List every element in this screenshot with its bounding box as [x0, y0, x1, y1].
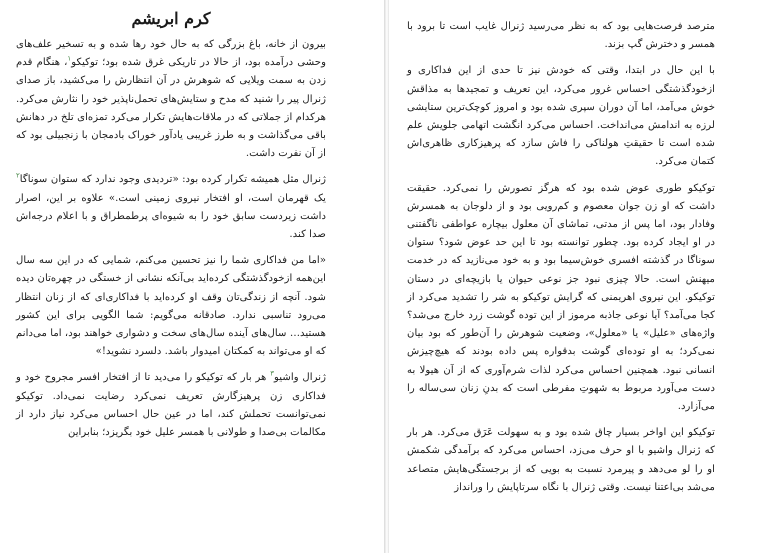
paragraph-text: هر بار که توکیکو را می‌دید تا از افتخار افسر مجروح خود و فداکاری زن پرهیزگارش تعریف نمی‌کرد رضایت نمی‌داد. توکیکو نمی‌توانست تحملش کند، اما در عین حال احساس می‌کرد نیاز دارد از مکالمات بی‌صدا و طولانی با همسر علیل خود بگریزد؛ بنابراین [16, 372, 326, 439]
left-paragraph-4 [16, 369, 326, 442]
footnote-marker: ۱ [67, 54, 72, 63]
right-paragraph-4: توکیکو این اواخر بسیار چاق شده بود و به سهولت عَرَق می‌کرد. هر بار که ژنرال واشیو با او حرف می‌زد، احساس می‌کرد که برآمدگی شکمش او را لو می‌دهد و پیرمرد نسبت به بویی که از برجستگی‌هایش متصاعد می‌شد بی‌اعتنا نیست. وقتی ژنرال با نگاه سرتاپایش را ورانداز [407, 427, 715, 493]
right-paragraph-2: با این حال در ابتدا، وقتی که خودش نیز تا حدی از این فداکاری و ازخودگذشتگی احساس غرور می‌کرد، این تعریف و تمجیدها به مذاقش خوش می‌آمد، اما آن دوران سپری شده بود و امروز کوچک‌ترین ستایشی لرزه به اندامش می‌انداخت. احساس می‌کرد انگشت اتهامی جلویش علم شده است تا حقیقتِ هولناکی را فاش سازد که پرهیزکاری ظاهری‌اش کتمان می‌کرد. [407, 65, 715, 168]
right-paragraph-3: توکیکو طوری عوض شده بود که هرگز تصورش را نمی‌کرد. حقیقت داشت که او زن جوان معصوم و کم‌رویی بود و از دلوجان به همسرش وفادار بود، اما پس از مدتی، تماشای آن معلول بیچاره عواطفی ناگفتنی در او ایجاد کرده بود. چطور توانسته بود تا این حد عوض شود؟ ستوان سوناگا در گذشته افسری خوش‌سیما بود و به خود می‌نازید که در خدمت میهنش است. حالا چیزی نبود جز نوعی حیوان یا بازیچه‌ای در دستان توکیکو. این نیروی اهریمنی که گرایش توکیکو به شر را تشدید می‌کرد از کجا می‌آمد؟ آیا نوعی جاذبه مرموز از این توده گوشت زرد خارج می‌شد؟ واژه‌های «علیل» یا «معلول»، وضعیت شوهرش را آن‌طور که بود بیان نمی‌کرد؛ به او توده‌ای گوشت بدقواره پس داده بودند که هیچ‌چیزش انسانی نبود. همچنین احساس می‌کرد لذات شرم‌آوری که از آن هیولا به دست می‌آورد مربوط به شهوتِ مفرطی است که بدنِ زنان سی‌ساله را می‌آزارد. [407, 182, 715, 413]
paragraph-text: ، هنگام قدم زدن به سمت ویلایی که شوهرش در آن انتظارش را می‌کشید، باز صدای ژنرال پیر را شنید که مدح و ستایش‌های تحمل‌ناپذیر خود را نثارش می‌کرد. هرکدام از جملاتی که در ملاقات‌هایش تکرار می‌کرد تمزه‌ای تلخ در دهانش باقی می‌گذاشت و به طرز غریبی یادآور خوراک بادمجان با زنجبیلی بود که از آن نفرت داشت. [16, 57, 326, 160]
footnote-marker: ۲ [16, 172, 20, 181]
footnote-marker: ۳ [270, 370, 274, 379]
left-paragraph-1 [16, 36, 326, 163]
left-paragraph-3 [16, 252, 326, 361]
paragraph-text: ژنرال مثل همیشه تکرار کرده بود: «تردیدی وجود ندارد که ستوان سوناگا [19, 174, 326, 186]
left-paragraph-2 [16, 171, 326, 244]
chapter-title: کرم ابریشم [131, 9, 211, 28]
left-page [0, 0, 384, 553]
paragraph-text: یک قهرمان است، او افتخار نیروی زمینی است.» علاوه بر این، اصرار داشت زیردست سابق خود را به شیوه‌ای پرطمطراق و با اعلام درجه‌اش صدا کند. [16, 192, 326, 241]
paragraph-text: بیرون از خانه، باغ بزرگی که به حال خود رها شده و به تسخیر علف‌های وحشی درآمده بود، از حالا در تاریکی غرق شده بود؛ توکیکو [16, 39, 326, 69]
right-page [389, 0, 773, 553]
paragraph-text: «اما من فداکاری شما را نیز تحسین می‌کنم، شمایی که در این سه سال این‌همه ازخودگذشتگی کرده‌اید بی‌آنکه نشانی از خستگی در چهره‌تان دیده شود. آنچه از زندگی‌تان وقف او کرده‌اید با فداکاری‌ای که از زنان انتظار می‌رود تناسبی ندارد. صادقانه می‌گویم: شما الگویی برای این کشور هستید… سال‌های آینده سال‌های سخت و دشواری خواهند بود، اما می‌دانم که او می‌تواند به کمکتان امیدوار باشد. دلسرد نشوید!» [16, 255, 326, 358]
right-paragraph-1: مترصد فرصت‌هایی بود که به نظر می‌رسید ژنرال غایب است تا برود با همسر و دخترش گپ بزند. [407, 21, 715, 51]
paragraph-text: ژنرال واشیو [273, 372, 326, 384]
